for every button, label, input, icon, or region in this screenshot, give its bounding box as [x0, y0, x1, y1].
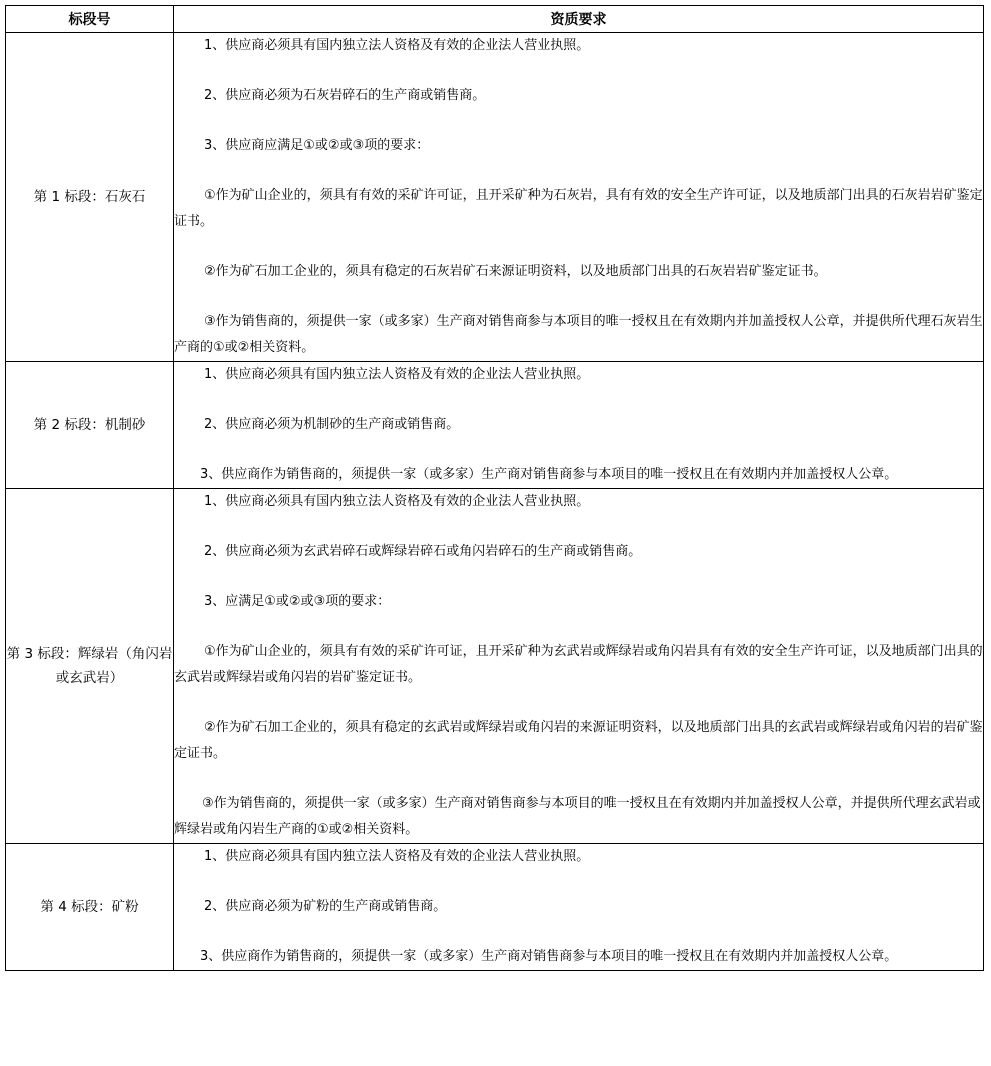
requirement-item: 3、供应商作为销售商的，须提供一家（或多家）生产商对销售商参与本项目的唯一授权且在有效期内并加盖授权人公章。	[200, 949, 898, 964]
requirement-item: ①作为矿山企业的，须具有有效的采矿许可证，且开采矿种为石灰岩，具有有效的安全生产许可证，以及地质部门出具的石灰岩岩矿鉴定证书。	[174, 188, 983, 229]
requirement-item: 1、供应商必须具有国内独立法人资格及有效的企业法人营业执照。	[204, 367, 590, 382]
requirement-item: 3、应满足①或②或③项的要求：	[204, 594, 391, 609]
requirement-item: ①作为矿山企业的，须具有有效的采矿许可证，且开采矿种为玄武岩或辉绿岩或角闪岩具有有效的安全生产许可证，以及地质部门出具的玄武岩或辉绿岩或角闪岩的岩矿鉴定证书。	[174, 644, 983, 685]
requirements-cell	[174, 362, 984, 489]
header-requirements: 资质要求	[174, 6, 984, 33]
section-label: 第 1 标段：石灰石	[6, 33, 174, 362]
requirement-item: 1、供应商必须具有国内独立法人资格及有效的企业法人营业执照。	[204, 849, 590, 864]
requirements-cell	[174, 844, 984, 971]
table-row	[6, 844, 984, 971]
requirement-item: 3、供应商作为销售商的，须提供一家（或多家）生产商对销售商参与本项目的唯一授权且在有效期内并加盖授权人公章。	[200, 467, 898, 482]
requirement-item: 2、供应商必须为玄武岩碎石或辉绿岩碎石或角闪岩碎石的生产商或销售商。	[204, 544, 642, 559]
requirements-cell	[174, 489, 984, 844]
header-row	[6, 6, 984, 33]
section-label: 第 4 标段：矿粉	[6, 844, 174, 971]
table-row	[6, 33, 984, 362]
requirement-item: 2、供应商必须为石灰岩碎石的生产商或销售商。	[204, 88, 486, 103]
table-row	[6, 489, 984, 844]
requirements-cell	[174, 33, 984, 362]
table-row	[6, 362, 984, 489]
requirement-item: 1、供应商必须具有国内独立法人资格及有效的企业法人营业执照。	[204, 38, 590, 53]
requirement-item: ③作为销售商的，须提供一家（或多家）生产商对销售商参与本项目的唯一授权且在有效期内并加盖授权人公章，并提供所代理玄武岩或辉绿岩或角闪岩生产商的①或②相关资料。	[174, 796, 981, 837]
section-label: 第 3 标段：辉绿岩（角闪岩或玄武岩）	[6, 489, 174, 844]
requirement-item: ③作为销售商的，须提供一家（或多家）生产商对销售商参与本项目的唯一授权且在有效期内并加盖授权人公章，并提供所代理石灰岩生产商的①或②相关资料。	[174, 314, 983, 355]
requirement-item: ②作为矿石加工企业的，须具有稳定的玄武岩或辉绿岩或角闪岩的来源证明资料，以及地质部门出具的玄武岩或辉绿岩或角闪岩的岩矿鉴定证书。	[174, 720, 983, 761]
requirement-item: 2、供应商必须为机制砂的生产商或销售商。	[204, 417, 460, 432]
requirement-item: 1、供应商必须具有国内独立法人资格及有效的企业法人营业执照。	[204, 494, 590, 509]
requirement-item: ②作为矿石加工企业的，须具有稳定的石灰岩矿石来源证明资料，以及地质部门出具的石灰岩岩矿鉴定证书。	[204, 264, 827, 279]
header-section-no: 标段号	[6, 6, 174, 33]
requirement-item: 3、供应商应满足①或②或③项的要求：	[204, 138, 430, 153]
section-label: 第 2 标段：机制砂	[6, 362, 174, 489]
requirement-item: 2、供应商必须为矿粉的生产商或销售商。	[204, 899, 447, 914]
qualification-table	[5, 5, 984, 971]
